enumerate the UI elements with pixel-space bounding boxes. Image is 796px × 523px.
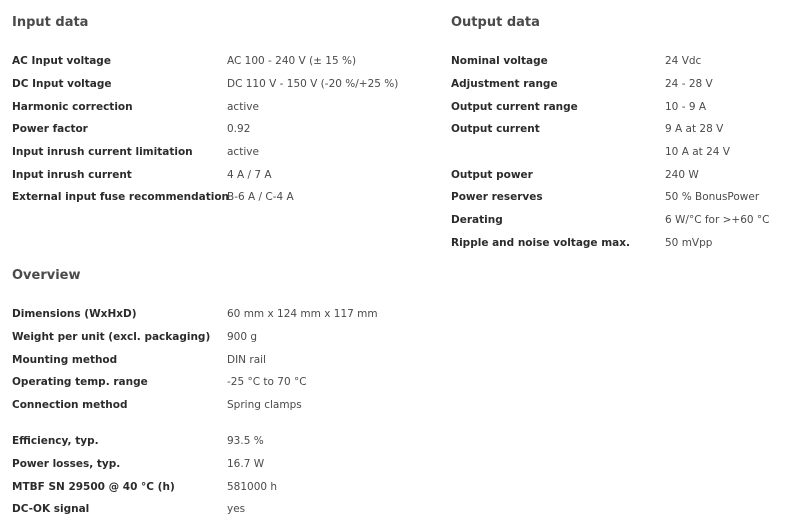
overview-row-label: Dimensions (WxHxD) xyxy=(12,308,137,320)
overview-row-label: Mounting method xyxy=(12,354,118,366)
overview-row-label: MTBF SN 29500 @ 40 °C (h) xyxy=(12,481,175,493)
overview-row-label: Connection method xyxy=(12,399,128,411)
output-row-value: 10 A at 24 V xyxy=(665,146,730,158)
output-row-value: 50 % BonusPower xyxy=(665,191,760,203)
input-row-value: active xyxy=(227,146,259,158)
input-row-value: DC 110 V - 150 V (-20 %/+25 %) xyxy=(227,78,399,90)
input-row-value: B-6 A / C-4 A xyxy=(227,191,294,203)
output-data-title: Output data xyxy=(451,15,540,30)
output-row-value: 10 - 9 A xyxy=(665,101,707,113)
overview-row-value: 581000 h xyxy=(227,481,278,493)
input-row-label: Input inrush current xyxy=(12,169,132,181)
output-row-value: 6 W/°C for >+60 °C xyxy=(665,214,770,226)
overview-row-value: DIN rail xyxy=(227,354,266,366)
output-row-value: 240 W xyxy=(665,169,699,181)
overview-row-label: Power losses, typ. xyxy=(12,458,121,470)
output-row-label: Output power xyxy=(451,169,533,181)
input-row-value: AC 100 - 240 V (± 15 %) xyxy=(227,55,357,67)
overview-row-value: 93.5 % xyxy=(227,435,264,447)
input-row-value: 0.92 xyxy=(227,123,251,135)
input-row-value: active xyxy=(227,101,259,113)
output-row-label: Nominal voltage xyxy=(451,55,548,67)
input-row-label: Input inrush current limitation xyxy=(12,146,193,158)
output-row-label: Power reserves xyxy=(451,191,543,203)
input-row-label: Harmonic correction xyxy=(12,101,133,113)
output-row-label: Adjustment range xyxy=(451,78,558,90)
overview-row-value: -25 °C to 70 °C xyxy=(227,376,307,388)
overview-row-value: yes xyxy=(227,503,246,515)
overview-row-value: Spring clamps xyxy=(227,399,302,411)
output-row-value: 24 - 28 V xyxy=(665,78,713,90)
output-row-value: 24 Vdc xyxy=(665,55,702,67)
input-row-label: AC Input voltage xyxy=(12,55,111,67)
overview-row-value: 900 g xyxy=(227,331,258,343)
overview-row-label: DC-OK signal xyxy=(12,503,90,515)
overview-row-label: Operating temp. range xyxy=(12,376,148,388)
input-row-label: DC Input voltage xyxy=(12,78,112,90)
overview-row-label: Weight per unit (excl. packaging) xyxy=(12,331,211,343)
output-row-value: 9 A at 28 V xyxy=(665,123,724,135)
overview-row-label: Efficiency, typ. xyxy=(12,435,99,447)
overview-title: Overview xyxy=(12,268,81,283)
input-data-title: Input data xyxy=(12,15,89,30)
output-row-label: Ripple and noise voltage max. xyxy=(451,237,630,249)
overview-row-value: 60 mm x 124 mm x 117 mm xyxy=(227,308,378,320)
input-row-value: 4 A / 7 A xyxy=(227,169,272,181)
overview-row-value: 16.7 W xyxy=(227,458,265,470)
input-row-label: Power factor xyxy=(12,123,88,135)
output-row-value: 50 mVpp xyxy=(665,237,713,249)
output-row-label: Output current range xyxy=(451,101,578,113)
output-row-label: Derating xyxy=(451,214,503,226)
output-row-label: Output current xyxy=(451,123,540,135)
input-row-label: External input fuse recommendation xyxy=(12,191,230,203)
